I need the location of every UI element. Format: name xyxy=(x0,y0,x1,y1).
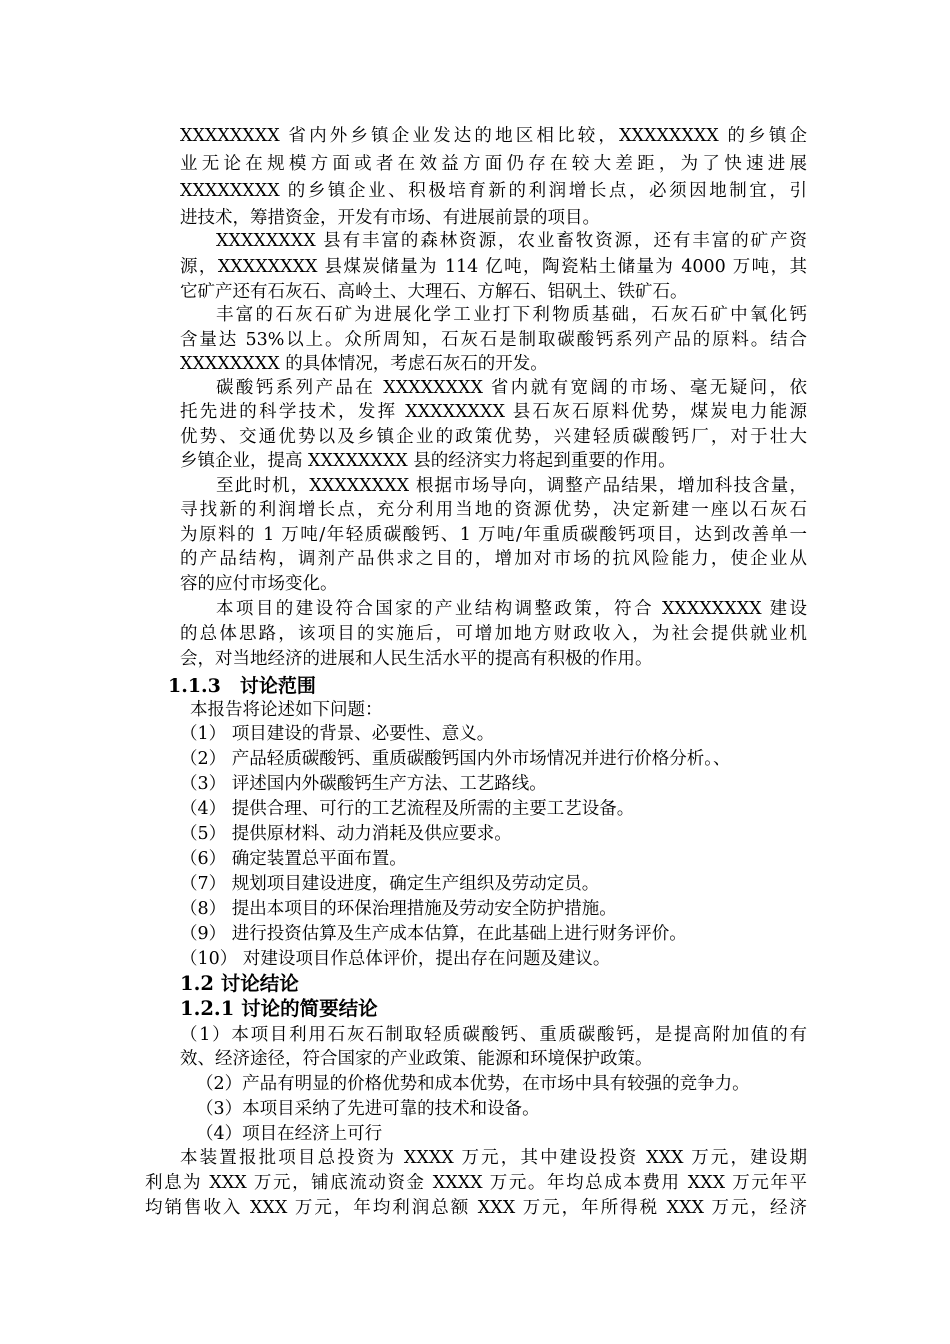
paragraph-line: 本项目的建设符合国家的产业结构调整政策，符合 XXXXXXXX 建设 xyxy=(216,599,807,619)
conclusion-item: （3）本项目采纳了先进可靠的技术和设备。 xyxy=(196,1099,540,1119)
list-item: （3） 评述国内外碳酸钙生产方法、工艺路线。 xyxy=(180,774,547,794)
summary-line: 本装置报批项目总投资为 XXXX 万元，其中建设投资 XXX 万元，建设期 xyxy=(180,1148,807,1168)
paragraph-line: 为原料的 1 万吨/年轻质碳酸钙、1 万吨/年重质碳酸钙项目，达到改善单一 xyxy=(180,525,807,545)
list-item: （8） 提出本项目的环保治理措施及劳动安全防护措施。 xyxy=(180,899,617,919)
paragraph-line: 的产品结构，调剂产品供求之目的，增加对市场的抗风险能力，使企业从 xyxy=(180,549,807,569)
list-item: （2） 产品轻质碳酸钙、重质碳酸钙国内外市场情况并进行价格分析。、 xyxy=(180,749,731,769)
paragraph-line: 的总体思路，该项目的实施后，可增加地方财政收入，为社会提供就业机 xyxy=(180,624,807,644)
section-heading-1-2-1: 1.2.1 讨论的简要结论 xyxy=(180,997,378,1020)
paragraph-line: 会，对当地经济的进展和人民生活水平的提高有积极的作用。 xyxy=(180,649,653,669)
paragraph-line: 寻找新的利润增长点，充分利用当地的资源优势，决定新建一座以石灰石 xyxy=(180,500,807,520)
paragraph-line: XXXXXXXX 县有丰富的森林资源，农业畜牧资源，还有丰富的矿产资 xyxy=(216,231,807,251)
list-item: （4） 提供合理、可行的工艺流程及所需的主要工艺设备。 xyxy=(180,799,635,819)
paragraph-line: 优势、交通优势以及乡镇企业的政策优势，兴建轻质碳酸钙厂，对于壮大 xyxy=(180,427,807,447)
list-item: （1） 项目建设的背景、必要性、意义。 xyxy=(180,724,495,744)
section-heading-1-1-3: 1.1.3 讨论范围 xyxy=(168,675,316,697)
summary-line: 均销售收入 XXX 万元，年均利润总额 XXX 万元，年所得税 XXX 万元，经济 xyxy=(145,1198,807,1218)
paragraph-line: XXXXXXXX 的乡镇企业、积极培育新的利润增长点，必须因地制宜，引 xyxy=(180,181,807,201)
conclusion-item: （2）产品有明显的价格优势和成本优势，在市场中具有较强的竞争力。 xyxy=(196,1074,750,1094)
paragraph-line: 它矿产还有石灰石、高岭土、大理石、方解石、铝矾土、铁矿石。 xyxy=(180,282,688,302)
paragraph-line: 源，XXXXXXXX 县煤炭储量为 114 亿吨，陶瓷粘土储量为 4000 万吨，其 xyxy=(180,257,807,277)
paragraph-line: 进技术，筹措资金，开发有市场、有进展前景的项目。 xyxy=(180,208,600,228)
section-heading-1-2: 1.2 讨论结论 xyxy=(180,972,299,995)
paragraph-line: 至此时机，XXXXXXXX 根据市场导向，调整产品结果，增加科技含量， xyxy=(216,476,807,496)
list-item: （9） 进行投资估算及生产成本估算，在此基础上进行财务评价。 xyxy=(180,924,687,944)
paragraph-line: 含量达 53%以上。众所周知，石灰石是制取碳酸钙系列产品的原料。结合 xyxy=(180,330,807,350)
paragraph-line: 丰富的石灰石矿为进展化学工业打下利物质基础，石灰石矿中氧化钙 xyxy=(216,305,807,325)
paragraph-line: 托先进的科学技术，发挥 XXXXXXXX 县石灰石原料优势，煤炭电力能源 xyxy=(180,402,807,422)
list-item: （6） 确定装置总平面布置。 xyxy=(180,849,407,869)
section-intro: 本报告将论述如下问题： xyxy=(190,700,383,720)
list-item: （7） 规划项目建设进度，确定生产组织及劳动定员。 xyxy=(180,874,600,894)
paragraph-line: XXXXXXXX 省内外乡镇企业发达的地区相比较，XXXXXXXX 的乡镇企 xyxy=(180,126,807,146)
conclusion-item: （4）项目在经济上可行 xyxy=(196,1124,383,1144)
paragraph-line: 碳酸钙系列产品在 XXXXXXXX 省内就有宽阔的市场、毫无疑问，依 xyxy=(216,378,807,398)
summary-line: 利息为 XXX 万元，铺底流动资金 XXXX 万元。年均总成本费用 XXX 万元年平 xyxy=(145,1173,807,1193)
conclusion-line: （1）本项目利用石灰石制取轻质碳酸钙、重质碳酸钙，是提高附加值的有 xyxy=(180,1025,807,1045)
paragraph-line: XXXXXXXX 的具体情况，考虑石灰石的开发。 xyxy=(180,354,548,374)
list-item: （5） 提供原材料、动力消耗及供应要求。 xyxy=(180,824,512,844)
list-item: （10） 对建设项目作总体评价，提出存在问题及建议。 xyxy=(180,949,611,969)
conclusion-line: 效、经济途径，符合国家的产业政策、能源和环境保护政策。 xyxy=(180,1049,653,1069)
paragraph-line: 容的应付市场变化。 xyxy=(180,574,338,594)
paragraph-line: 乡镇企业，提高 XXXXXXXX 县的经济实力将起到重要的作用。 xyxy=(180,451,676,471)
paragraph-line: 业无论在规模方面或者在效益方面仍存在较大差距，为了快速进展 xyxy=(180,154,807,174)
